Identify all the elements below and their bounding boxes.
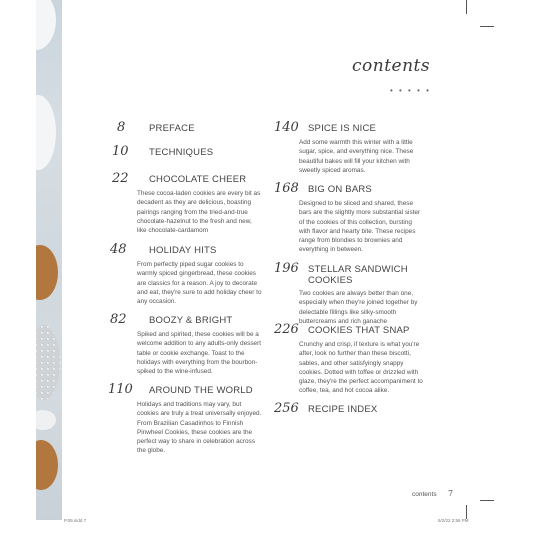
- section-title: COOKIES THAT SNAP: [308, 325, 410, 336]
- section-description: Spiked and spirited, these cookies will be a welcome addition to any adults-only dessert table or cookie exchange. Toast to the holidays with everything from the bourbon-spiked to the wine-infused.: [137, 331, 261, 376]
- page-number: 226: [274, 322, 299, 337]
- print-slug-date: 5/2/22 2:56 PM: [438, 518, 469, 523]
- page-number: 82: [110, 312, 127, 327]
- page-number: 110: [108, 382, 133, 397]
- section-description: These cocoa-laden cookies are every bit as decadent as they are delicious, boasting pairings ranging from the tried-and-true chocolate-hazelnut to the fresh and new, like chocolate-cardamom: [137, 190, 261, 235]
- page-number: 168: [274, 181, 299, 196]
- crop-mark: [480, 500, 494, 501]
- toc-entry[interactable]: [274, 261, 434, 326]
- page-number: 196: [274, 261, 299, 276]
- section-title: BOOZY & BRIGHT: [149, 315, 233, 326]
- section-title: PREFACE: [149, 123, 195, 134]
- title-dots: • • • • •: [390, 86, 431, 95]
- cookie-photo-strip: [36, 0, 62, 520]
- toc-entry[interactable]: [117, 120, 267, 135]
- section-title: STELLAR SANDWICH COOKIES: [308, 264, 408, 286]
- section-title: RECIPE INDEX: [308, 404, 378, 415]
- page-number: 22: [112, 171, 129, 186]
- crop-mark: [480, 26, 494, 27]
- section-title: CHOCOLATE CHEER: [149, 174, 247, 185]
- crop-mark: [466, 0, 467, 14]
- section-title: TECHNIQUES: [149, 147, 214, 158]
- toc-entry[interactable]: [274, 120, 424, 175]
- crop-mark: [466, 505, 467, 519]
- toc-entry[interactable]: [274, 401, 424, 416]
- toc-entry[interactable]: [110, 242, 262, 306]
- section-title: HOLIDAY HITS: [149, 245, 217, 256]
- page-number: 48: [110, 242, 127, 257]
- footer-label: contents: [412, 491, 437, 498]
- toc-entry[interactable]: [274, 181, 424, 255]
- section-description: Two cookies are always better than one, especially when they're joined together by delectable fillings like silky-smooth buttercreams and rich ganache: [299, 290, 418, 325]
- page-number: 256: [274, 401, 299, 416]
- toc-entry[interactable]: [110, 312, 262, 376]
- section-title: BIG ON BARS: [308, 184, 372, 195]
- toc-entry[interactable]: [274, 322, 424, 396]
- page-number: 10: [112, 144, 129, 159]
- section-title: SPICE IS NICE: [308, 123, 377, 134]
- page-number: 8: [117, 120, 126, 135]
- section-title: AROUND THE WORLD: [149, 385, 253, 396]
- section-description: Add some warmth this winter with a little sugar, spice, and everything nice. These beautiful bakes will fill your kitchen with sweetly spiced aromas.: [299, 139, 414, 174]
- footer-page-number: 7: [448, 489, 454, 498]
- toc-entry[interactable]: [112, 144, 262, 159]
- page-number: 140: [274, 120, 299, 135]
- section-description: From perfectly piped sugar cookies to warmly spiced gingerbread, these cookies are classics for a reason. A joy to decorate and eat, they're sure to add holiday cheer to any occasion.: [137, 261, 262, 306]
- toc-entry[interactable]: [112, 171, 262, 235]
- section-description: Holidays and traditions may vary, but cookies are truly a treat universally enjoyed. From Brazilian Casadinhos to Finnish Pinwheel Cookies, these cookies are the perfect way to share in celebration across the globe.: [137, 401, 262, 455]
- page-title: contents: [352, 56, 431, 76]
- section-description: Designed to be sliced and shared, these bars are the slightly more substantial sister of the cookies of this collection, bursting with flavor and hearty bite. These recipes range from blondies to brownies and everything in between.: [299, 200, 421, 254]
- section-description: Crunchy and crisp, if texture is what you're after, look no further than these biscotti, sables, and other satisfyingly snappy cookies. Dotted with toffee or drizzled with glaze, they're the perfect accompaniment to coffee, tea, and hot cocoa alike.: [299, 341, 423, 395]
- toc-entry[interactable]: [108, 382, 262, 456]
- print-slug-file: P.09.indd 7: [64, 518, 87, 523]
